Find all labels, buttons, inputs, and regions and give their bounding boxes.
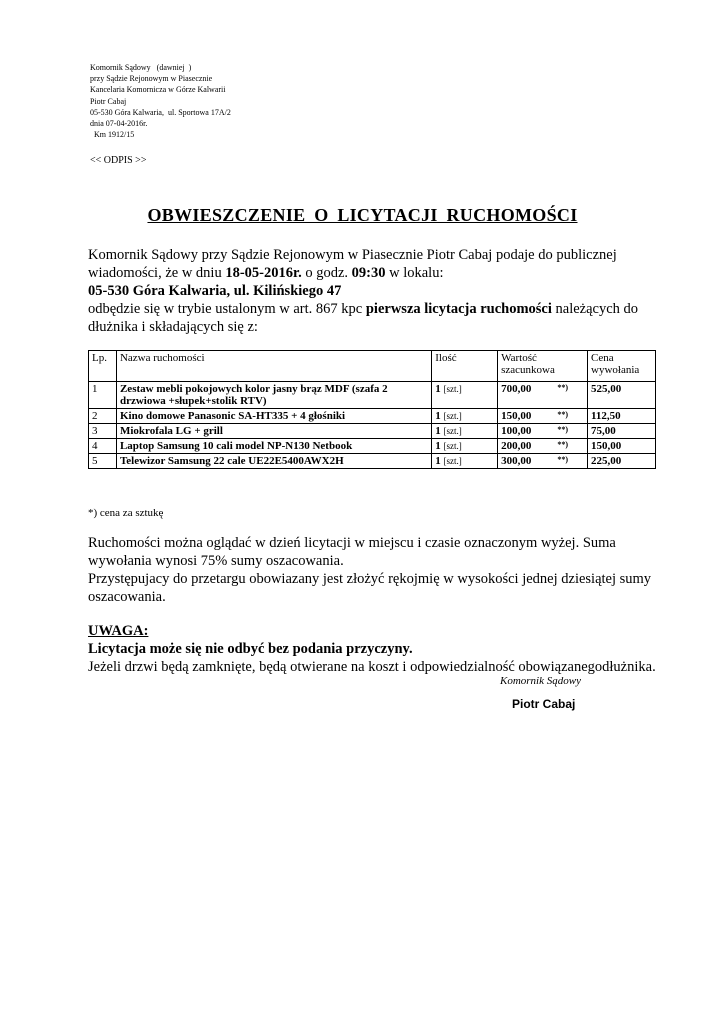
intro-line-1 [88, 246, 684, 264]
intro-text: o godz. [301, 265, 352, 281]
intro-paragraph [88, 246, 684, 336]
cell-qty [432, 424, 498, 439]
qty-value: 1 [435, 455, 441, 467]
cell-price: 112,50 [588, 409, 656, 424]
notice-block [88, 622, 688, 676]
header-qty: Ilość [432, 351, 498, 382]
table-row [89, 454, 656, 469]
cell-qty [432, 409, 498, 424]
cell-value [498, 454, 588, 469]
sender-header [90, 62, 231, 140]
cell-lp: 4 [89, 439, 117, 454]
cell-price: 150,00 [588, 439, 656, 454]
signature-role: Komornik Sądowy [500, 675, 581, 687]
notice-line-2: Jeżeli drzwi będą zamknięte, będą otwierane na koszt i odpowiedzialność obowiązanegodłużnika. [88, 659, 656, 675]
header-value-l2: szacunkowa [501, 364, 555, 376]
qty-unit: [szt.] [443, 426, 462, 436]
header-value [498, 351, 588, 382]
conditions-text: Przystępujacy do przetargu obowiazany jest złożyć rękojmię w wysokości jednej dziesiątej sumy [88, 571, 652, 587]
header-line: Km 1912/15 [90, 130, 135, 140]
auction-address [88, 282, 684, 300]
cell-name: Kino domowe Panasonic SA-HT335 + 4 głośniki [116, 409, 431, 424]
qty-value: 1 [435, 383, 441, 395]
notice-heading: UWAGA: [88, 623, 149, 639]
cell-value [498, 409, 588, 424]
table-row [89, 424, 656, 439]
estimated-value: 100,00 [501, 425, 532, 437]
conditions-line: oszacowania. [88, 589, 166, 605]
header-price [588, 351, 656, 382]
qty-unit: [szt.] [443, 411, 462, 421]
conditions-paragraph [88, 534, 684, 606]
intro-text: w lokalu: [385, 265, 444, 281]
value-footnote-mark: **) [557, 410, 568, 419]
header-line: przy Sądzie Rejonowym w Piasecznie [90, 74, 213, 84]
cell-value [498, 439, 588, 454]
header-line: Komornik Sądowy (dawniej ) [90, 63, 192, 72]
header-price-l1: Cena [591, 352, 614, 364]
cell-qty [432, 439, 498, 454]
table-row [89, 439, 656, 454]
value-footnote-mark: **) [557, 425, 568, 434]
table-header-row [89, 351, 656, 382]
cell-name: Miokrofala LG + grill [116, 424, 431, 439]
intro-line-4 [88, 300, 684, 318]
header-line: dnia 07-04-2016r. [90, 119, 148, 129]
qty-value: 1 [435, 440, 441, 452]
estimated-value: 300,00 [501, 455, 532, 467]
auction-date: 18-05-2016r. [225, 265, 302, 281]
page-title: OBWIESZCZENIE O LICYTACJI RUCHOMOŚCI [147, 205, 578, 225]
signature-name: Piotr Cabaj [512, 697, 576, 711]
header-line: Kancelaria Komornicza w Górze Kalwarii [90, 85, 226, 95]
qty-value: 1 [435, 425, 441, 437]
conditions-line [88, 570, 684, 588]
cell-price: 225,00 [588, 454, 656, 469]
value-footnote-mark: **) [557, 440, 568, 449]
value-footnote-mark: **) [557, 455, 568, 464]
cell-qty [432, 382, 498, 409]
notice-line-1 [88, 640, 688, 658]
qty-unit: [szt.] [443, 456, 462, 466]
table-row [89, 409, 656, 424]
header-lp: Lp. [89, 351, 117, 382]
table-row [89, 382, 656, 409]
value-footnote-mark: **) [557, 383, 568, 392]
auction-type: pierwsza licytacja ruchomości [365, 301, 552, 317]
header-line: Piotr Cabaj [90, 96, 127, 106]
cell-lp: 1 [89, 382, 117, 409]
conditions-line: wywołania wynosi 75% sumy oszacowania. [88, 553, 344, 569]
cell-name: Laptop Samsung 10 cali model NP-N130 Netbook [116, 439, 431, 454]
header-line: 05-530 Góra Kalwaria, ul. Sportowa 17A/2 [90, 107, 231, 117]
estimated-value: 700,00 [501, 383, 532, 395]
header-value-l1: Wartość [501, 352, 537, 364]
qty-unit: [szt.] [443, 384, 462, 394]
conditions-line [88, 534, 684, 552]
intro-line-2 [88, 264, 684, 282]
cell-lp: 5 [89, 454, 117, 469]
intro-text: wiadomości, że w dniu [88, 265, 226, 281]
cell-qty [432, 454, 498, 469]
estimated-value: 200,00 [501, 440, 532, 452]
qty-unit: [szt.] [443, 441, 462, 451]
cell-lp: 3 [89, 424, 117, 439]
cell-name: Zestaw mebli pokojowych kolor jasny brąz MDF (szafa 2 drzwiowa +słupek+stolik RTV) [116, 382, 431, 409]
intro-line-5: dłużnika i składających się z: [88, 319, 258, 335]
cell-price: 525,00 [588, 382, 656, 409]
footnote: *) cena za sztukę [88, 507, 164, 519]
auction-time: 09:30 [351, 265, 386, 281]
header-name: Nazwa ruchomości [116, 351, 431, 382]
header-price-l2: wywołania [591, 364, 640, 376]
intro-text: odbędzie się w trybie ustalonym w art. 867 kpc [88, 301, 366, 317]
notice-bold: Licytacja może się nie odbyć bez podania przyczyny. [88, 641, 413, 657]
cell-value [498, 424, 588, 439]
intro-text: należących do [551, 301, 639, 317]
address-text: 05-530 Góra Kalwaria, ul. Kilińskiego 47 [88, 283, 342, 299]
qty-value: 1 [435, 410, 441, 422]
cell-name: Telewizor Samsung 22 cale UE22E5400AWX2H [116, 454, 431, 469]
conditions-text: Ruchomości można oglądać w dzień licytacji w miejscu i czasie oznaczonym wyżej. Suma [88, 535, 616, 551]
cell-lp: 2 [89, 409, 117, 424]
intro-text: Komornik Sądowy przy Sądzie Rejonowym w Piasecznie Piotr Cabaj podaje do publicznej [88, 247, 617, 263]
estimated-value: 150,00 [501, 410, 532, 422]
copy-label: << ODPIS >> [90, 155, 147, 166]
items-table [88, 350, 656, 469]
cell-price: 75,00 [588, 424, 656, 439]
cell-value [498, 382, 588, 409]
